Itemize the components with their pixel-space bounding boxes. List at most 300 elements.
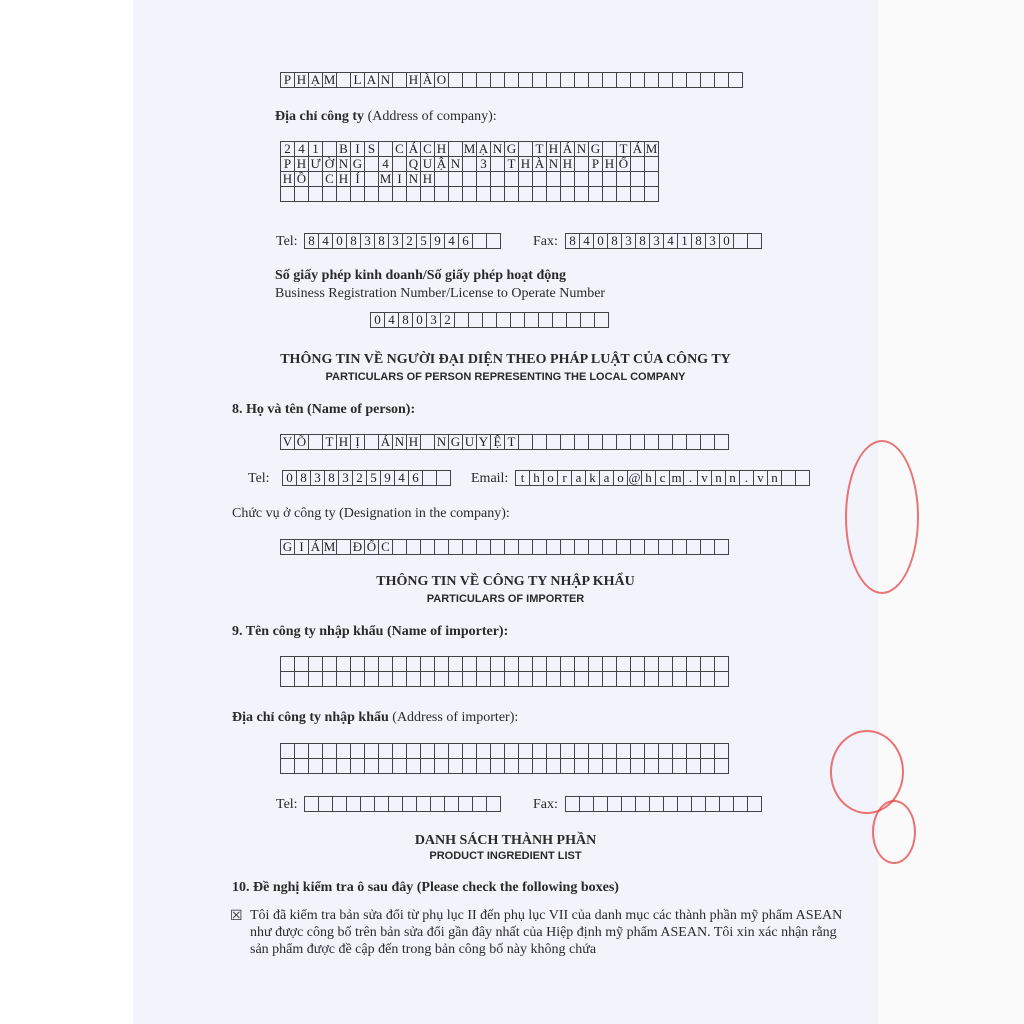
char-box[interactable] bbox=[781, 470, 796, 486]
char-box[interactable]: 8 bbox=[346, 233, 361, 249]
char-box[interactable] bbox=[644, 186, 659, 202]
grid-row[interactable] bbox=[280, 758, 729, 774]
char-box[interactable] bbox=[644, 758, 659, 774]
char-box[interactable] bbox=[518, 72, 533, 88]
char-box[interactable] bbox=[308, 743, 323, 759]
char-box[interactable] bbox=[294, 743, 309, 759]
char-box[interactable]: N bbox=[392, 434, 407, 450]
char-box[interactable] bbox=[476, 171, 491, 187]
char-box[interactable] bbox=[420, 186, 435, 202]
char-box[interactable] bbox=[574, 186, 589, 202]
char-box[interactable] bbox=[686, 434, 701, 450]
char-box[interactable] bbox=[406, 671, 421, 687]
char-box[interactable] bbox=[472, 233, 487, 249]
char-box[interactable] bbox=[462, 72, 477, 88]
char-box[interactable] bbox=[700, 539, 715, 555]
char-box[interactable] bbox=[566, 312, 581, 328]
char-box[interactable] bbox=[565, 796, 580, 812]
char-box[interactable] bbox=[728, 72, 743, 88]
char-box[interactable]: G bbox=[504, 141, 519, 157]
char-box[interactable] bbox=[538, 312, 553, 328]
char-box[interactable]: 3 bbox=[338, 470, 353, 486]
char-box[interactable] bbox=[476, 186, 491, 202]
char-box[interactable]: 0 bbox=[370, 312, 385, 328]
importer-fax-field[interactable] bbox=[565, 796, 762, 812]
char-box[interactable] bbox=[644, 72, 659, 88]
char-box[interactable] bbox=[378, 186, 393, 202]
char-box[interactable] bbox=[496, 312, 511, 328]
char-box[interactable] bbox=[336, 758, 351, 774]
grid-row[interactable] bbox=[280, 656, 729, 672]
char-box[interactable]: H bbox=[420, 171, 435, 187]
char-box[interactable] bbox=[490, 186, 505, 202]
char-box[interactable]: 3 bbox=[621, 233, 636, 249]
char-box[interactable] bbox=[476, 743, 491, 759]
char-box[interactable] bbox=[350, 186, 365, 202]
char-box[interactable]: a bbox=[599, 470, 614, 486]
designation-field[interactable] bbox=[280, 539, 729, 555]
char-box[interactable]: G bbox=[350, 156, 365, 172]
char-box[interactable] bbox=[308, 186, 323, 202]
char-box[interactable] bbox=[574, 171, 589, 187]
char-box[interactable] bbox=[658, 539, 673, 555]
char-box[interactable] bbox=[468, 312, 483, 328]
char-box[interactable] bbox=[630, 72, 645, 88]
char-box[interactable]: C bbox=[420, 141, 435, 157]
char-box[interactable] bbox=[350, 758, 365, 774]
char-box[interactable] bbox=[588, 758, 603, 774]
char-box[interactable] bbox=[560, 758, 575, 774]
char-box[interactable] bbox=[454, 312, 469, 328]
char-box[interactable]: T bbox=[616, 141, 631, 157]
license-number-field[interactable] bbox=[370, 312, 609, 328]
char-box[interactable] bbox=[378, 141, 393, 157]
char-box[interactable]: r bbox=[557, 470, 572, 486]
char-box[interactable] bbox=[434, 743, 449, 759]
char-box[interactable]: v bbox=[753, 470, 768, 486]
char-box[interactable] bbox=[602, 186, 617, 202]
char-box[interactable] bbox=[672, 743, 687, 759]
char-box[interactable] bbox=[532, 186, 547, 202]
char-box[interactable]: M bbox=[463, 141, 476, 156]
char-box[interactable] bbox=[518, 671, 533, 687]
char-box[interactable] bbox=[705, 796, 720, 812]
char-box[interactable]: 9 bbox=[380, 470, 395, 486]
char-box[interactable] bbox=[422, 470, 437, 486]
char-box[interactable] bbox=[364, 171, 379, 187]
char-box[interactable]: v bbox=[697, 470, 712, 486]
char-box[interactable]: I bbox=[350, 141, 365, 157]
char-box[interactable] bbox=[350, 743, 365, 759]
char-box[interactable] bbox=[574, 434, 589, 450]
char-box[interactable]: Á bbox=[406, 141, 421, 157]
char-box[interactable] bbox=[524, 312, 539, 328]
char-box[interactable] bbox=[332, 796, 347, 812]
char-box[interactable]: Đ bbox=[350, 539, 365, 555]
char-box[interactable] bbox=[462, 171, 477, 187]
char-box[interactable]: 3 bbox=[310, 470, 325, 486]
char-box[interactable] bbox=[658, 656, 673, 672]
char-box[interactable] bbox=[364, 156, 379, 172]
char-box[interactable]: 5 bbox=[366, 470, 381, 486]
char-box[interactable] bbox=[420, 743, 435, 759]
char-box[interactable]: U bbox=[420, 156, 435, 172]
char-box[interactable]: Ờ bbox=[322, 156, 337, 172]
char-box[interactable]: @ bbox=[628, 470, 641, 485]
importer-name-field[interactable] bbox=[280, 656, 729, 687]
char-box[interactable] bbox=[322, 656, 337, 672]
char-box[interactable] bbox=[392, 656, 407, 672]
char-box[interactable] bbox=[719, 796, 734, 812]
char-box[interactable] bbox=[588, 72, 603, 88]
char-box[interactable] bbox=[672, 656, 687, 672]
char-box[interactable] bbox=[364, 743, 379, 759]
char-box[interactable] bbox=[472, 796, 487, 812]
char-box[interactable] bbox=[532, 72, 547, 88]
char-box[interactable] bbox=[602, 539, 617, 555]
char-box[interactable] bbox=[560, 434, 575, 450]
char-box[interactable]: P bbox=[588, 156, 603, 172]
char-box[interactable] bbox=[686, 758, 701, 774]
char-box[interactable] bbox=[346, 796, 361, 812]
char-box[interactable] bbox=[532, 656, 547, 672]
char-box[interactable]: C bbox=[322, 171, 337, 187]
char-box[interactable] bbox=[672, 758, 687, 774]
char-box[interactable]: 6 bbox=[408, 470, 423, 486]
char-box[interactable] bbox=[602, 758, 617, 774]
char-box[interactable] bbox=[476, 671, 491, 687]
char-box[interactable] bbox=[602, 656, 617, 672]
char-box[interactable]: N bbox=[434, 434, 449, 450]
char-box[interactable] bbox=[420, 434, 435, 450]
char-box[interactable] bbox=[350, 671, 365, 687]
char-box[interactable]: T bbox=[504, 156, 519, 172]
char-box[interactable] bbox=[714, 671, 729, 687]
char-box[interactable]: O bbox=[434, 72, 449, 88]
char-box[interactable]: N bbox=[574, 141, 589, 157]
char-box[interactable] bbox=[588, 186, 603, 202]
char-box[interactable] bbox=[490, 656, 505, 672]
char-box[interactable] bbox=[280, 758, 295, 774]
char-box[interactable]: H bbox=[336, 434, 351, 450]
char-box[interactable] bbox=[378, 656, 393, 672]
char-box[interactable] bbox=[322, 758, 337, 774]
char-box[interactable]: Y bbox=[476, 434, 491, 450]
char-box[interactable] bbox=[504, 671, 519, 687]
char-box[interactable] bbox=[560, 186, 575, 202]
char-box[interactable] bbox=[574, 671, 589, 687]
char-box[interactable] bbox=[574, 758, 589, 774]
char-box[interactable] bbox=[280, 186, 295, 202]
char-box[interactable] bbox=[448, 171, 463, 187]
char-box[interactable] bbox=[644, 156, 659, 172]
char-box[interactable] bbox=[630, 171, 645, 187]
char-box[interactable]: H bbox=[406, 72, 421, 88]
char-box[interactable] bbox=[594, 312, 609, 328]
char-box[interactable] bbox=[406, 656, 421, 672]
char-box[interactable] bbox=[672, 72, 687, 88]
char-box[interactable] bbox=[518, 743, 533, 759]
char-box[interactable] bbox=[294, 671, 309, 687]
char-box[interactable] bbox=[630, 186, 645, 202]
char-box[interactable] bbox=[420, 671, 435, 687]
char-box[interactable]: n bbox=[725, 470, 740, 486]
char-box[interactable] bbox=[504, 171, 519, 187]
char-box[interactable] bbox=[630, 671, 645, 687]
char-box[interactable]: a bbox=[571, 470, 586, 486]
char-box[interactable]: S bbox=[364, 141, 379, 157]
char-box[interactable]: Q bbox=[406, 156, 421, 172]
char-box[interactable]: À bbox=[532, 156, 547, 172]
char-box[interactable] bbox=[686, 539, 701, 555]
char-box[interactable] bbox=[490, 671, 505, 687]
char-box[interactable] bbox=[336, 186, 351, 202]
char-box[interactable] bbox=[602, 141, 617, 157]
char-box[interactable] bbox=[733, 233, 748, 249]
char-box[interactable] bbox=[658, 743, 673, 759]
char-box[interactable] bbox=[518, 186, 533, 202]
char-box[interactable] bbox=[322, 186, 337, 202]
char-box[interactable] bbox=[406, 743, 421, 759]
char-box[interactable] bbox=[714, 743, 729, 759]
char-box[interactable]: 4 bbox=[294, 141, 309, 157]
char-box[interactable] bbox=[308, 434, 323, 450]
char-box[interactable] bbox=[434, 186, 449, 202]
char-box[interactable] bbox=[546, 743, 561, 759]
char-box[interactable]: 0 bbox=[719, 233, 734, 249]
char-box[interactable] bbox=[336, 743, 351, 759]
char-box[interactable] bbox=[350, 656, 365, 672]
char-box[interactable]: 3 bbox=[705, 233, 720, 249]
char-box[interactable] bbox=[686, 656, 701, 672]
char-box[interactable]: H bbox=[560, 156, 575, 172]
char-box[interactable] bbox=[616, 671, 631, 687]
char-box[interactable] bbox=[616, 186, 631, 202]
char-box[interactable]: n bbox=[711, 470, 726, 486]
char-box[interactable] bbox=[518, 434, 533, 450]
char-box[interactable]: Ậ bbox=[434, 156, 449, 172]
char-box[interactable]: 2 bbox=[440, 312, 455, 328]
char-box[interactable]: Í bbox=[350, 171, 365, 187]
char-box[interactable] bbox=[504, 656, 519, 672]
char-box[interactable] bbox=[392, 186, 407, 202]
char-box[interactable] bbox=[560, 72, 575, 88]
char-box[interactable] bbox=[322, 141, 337, 157]
importer-address-field[interactable] bbox=[280, 743, 729, 774]
char-box[interactable] bbox=[546, 186, 561, 202]
char-box[interactable]: 0 bbox=[412, 312, 427, 328]
char-box[interactable]: H bbox=[294, 72, 309, 88]
char-box[interactable]: Ạ bbox=[476, 141, 491, 157]
char-box[interactable] bbox=[630, 656, 645, 672]
char-box[interactable] bbox=[588, 171, 603, 187]
char-box[interactable]: Á bbox=[560, 141, 575, 157]
char-box[interactable] bbox=[691, 796, 706, 812]
char-box[interactable]: o bbox=[613, 470, 628, 486]
char-box[interactable]: 8 bbox=[635, 233, 650, 249]
char-box[interactable]: 8 bbox=[607, 233, 622, 249]
char-box[interactable] bbox=[714, 656, 729, 672]
char-box[interactable] bbox=[392, 72, 407, 88]
char-box[interactable] bbox=[322, 671, 337, 687]
char-box[interactable] bbox=[700, 671, 715, 687]
char-box[interactable] bbox=[686, 743, 701, 759]
char-box[interactable] bbox=[406, 539, 421, 555]
char-box[interactable] bbox=[546, 656, 561, 672]
char-box[interactable] bbox=[546, 671, 561, 687]
char-box[interactable]: H bbox=[280, 171, 295, 187]
char-box[interactable]: P bbox=[280, 156, 295, 172]
char-box[interactable]: 8 bbox=[565, 233, 580, 249]
char-box[interactable] bbox=[532, 758, 547, 774]
char-box[interactable]: 0 bbox=[332, 233, 347, 249]
char-box[interactable]: H bbox=[294, 156, 309, 172]
char-box[interactable] bbox=[672, 434, 687, 450]
char-box[interactable]: Á bbox=[378, 434, 393, 450]
char-box[interactable]: Ư bbox=[308, 156, 323, 172]
char-box[interactable] bbox=[462, 743, 477, 759]
char-box[interactable] bbox=[448, 141, 463, 157]
char-box[interactable] bbox=[462, 539, 477, 555]
char-box[interactable]: G bbox=[588, 141, 603, 157]
char-box[interactable] bbox=[462, 186, 477, 202]
char-box[interactable]: I bbox=[392, 171, 407, 187]
grid-row[interactable] bbox=[280, 156, 659, 172]
char-box[interactable]: 9 bbox=[430, 233, 445, 249]
char-box[interactable] bbox=[486, 233, 501, 249]
person-name-field[interactable] bbox=[280, 434, 729, 450]
char-box[interactable]: 6 bbox=[458, 233, 473, 249]
char-box[interactable]: . bbox=[683, 470, 698, 486]
char-box[interactable] bbox=[574, 156, 589, 172]
char-box[interactable] bbox=[434, 671, 449, 687]
char-box[interactable]: 4 bbox=[579, 233, 594, 249]
char-box[interactable] bbox=[579, 796, 594, 812]
char-box[interactable] bbox=[462, 156, 477, 172]
char-box[interactable]: h bbox=[641, 470, 656, 486]
char-box[interactable]: T bbox=[504, 434, 519, 450]
char-box[interactable]: G bbox=[280, 539, 295, 555]
char-box[interactable] bbox=[434, 171, 449, 187]
char-box[interactable] bbox=[406, 186, 421, 202]
char-box[interactable]: M bbox=[323, 72, 336, 87]
char-box[interactable] bbox=[364, 434, 379, 450]
char-box[interactable] bbox=[602, 743, 617, 759]
char-box[interactable] bbox=[388, 796, 403, 812]
char-box[interactable] bbox=[588, 743, 603, 759]
char-box[interactable] bbox=[462, 656, 477, 672]
char-box[interactable] bbox=[436, 470, 451, 486]
char-box[interactable]: m bbox=[669, 470, 684, 486]
char-box[interactable] bbox=[630, 539, 645, 555]
char-box[interactable] bbox=[560, 743, 575, 759]
char-box[interactable]: 3 bbox=[388, 233, 403, 249]
char-box[interactable]: Ố bbox=[616, 156, 631, 172]
char-box[interactable] bbox=[294, 186, 309, 202]
char-box[interactable]: k bbox=[585, 470, 600, 486]
char-box[interactable] bbox=[430, 796, 445, 812]
grid-row[interactable] bbox=[280, 186, 659, 202]
char-box[interactable] bbox=[490, 539, 505, 555]
char-box[interactable]: H bbox=[546, 141, 561, 157]
char-box[interactable] bbox=[658, 671, 673, 687]
char-box[interactable] bbox=[504, 758, 519, 774]
char-box[interactable]: Ố bbox=[364, 539, 379, 555]
char-box[interactable] bbox=[364, 186, 379, 202]
char-box[interactable] bbox=[378, 743, 393, 759]
char-box[interactable]: Ị bbox=[350, 434, 365, 450]
char-box[interactable] bbox=[448, 186, 463, 202]
char-box[interactable] bbox=[308, 758, 323, 774]
char-box[interactable] bbox=[580, 312, 595, 328]
char-box[interactable] bbox=[448, 671, 463, 687]
char-box[interactable] bbox=[658, 434, 673, 450]
char-box[interactable]: N bbox=[378, 72, 393, 88]
char-box[interactable] bbox=[434, 539, 449, 555]
char-box[interactable] bbox=[560, 656, 575, 672]
char-box[interactable]: h bbox=[529, 470, 544, 486]
char-box[interactable] bbox=[588, 656, 603, 672]
char-box[interactable]: 8 bbox=[296, 470, 311, 486]
char-box[interactable] bbox=[518, 171, 533, 187]
char-box[interactable] bbox=[490, 171, 505, 187]
char-box[interactable] bbox=[607, 796, 622, 812]
char-box[interactable]: 1 bbox=[308, 141, 323, 157]
char-box[interactable] bbox=[546, 758, 561, 774]
char-box[interactable] bbox=[714, 539, 729, 555]
char-box[interactable] bbox=[546, 171, 561, 187]
char-box[interactable] bbox=[518, 758, 533, 774]
char-box[interactable]: o bbox=[543, 470, 558, 486]
char-box[interactable] bbox=[304, 796, 319, 812]
char-box[interactable] bbox=[588, 539, 603, 555]
char-box[interactable] bbox=[462, 758, 477, 774]
char-box[interactable]: 8 bbox=[691, 233, 706, 249]
char-box[interactable] bbox=[552, 312, 567, 328]
char-box[interactable] bbox=[294, 758, 309, 774]
char-box[interactable] bbox=[546, 539, 561, 555]
char-box[interactable] bbox=[700, 434, 715, 450]
grid-row[interactable] bbox=[280, 743, 729, 759]
char-box[interactable] bbox=[434, 656, 449, 672]
char-box[interactable] bbox=[602, 171, 617, 187]
char-box[interactable] bbox=[402, 796, 417, 812]
char-box[interactable] bbox=[700, 743, 715, 759]
char-box[interactable] bbox=[476, 758, 491, 774]
char-box[interactable] bbox=[714, 434, 729, 450]
char-box[interactable] bbox=[336, 539, 351, 555]
char-box[interactable]: À bbox=[420, 72, 435, 88]
char-box[interactable]: G bbox=[448, 434, 463, 450]
char-box[interactable]: H bbox=[434, 141, 449, 157]
char-box[interactable] bbox=[686, 671, 701, 687]
char-box[interactable] bbox=[700, 72, 715, 88]
char-box[interactable]: T bbox=[532, 141, 547, 157]
char-box[interactable] bbox=[392, 671, 407, 687]
char-box[interactable] bbox=[518, 539, 533, 555]
company-name-field[interactable] bbox=[280, 72, 743, 88]
person-email-field[interactable] bbox=[515, 470, 810, 486]
char-box[interactable] bbox=[392, 758, 407, 774]
char-box[interactable] bbox=[672, 671, 687, 687]
char-box[interactable]: 3 bbox=[649, 233, 664, 249]
char-box[interactable] bbox=[574, 743, 589, 759]
char-box[interactable] bbox=[560, 539, 575, 555]
char-box[interactable]: 8 bbox=[398, 312, 413, 328]
char-box[interactable]: A bbox=[364, 72, 379, 88]
char-box[interactable] bbox=[308, 671, 323, 687]
char-box[interactable]: n bbox=[767, 470, 782, 486]
